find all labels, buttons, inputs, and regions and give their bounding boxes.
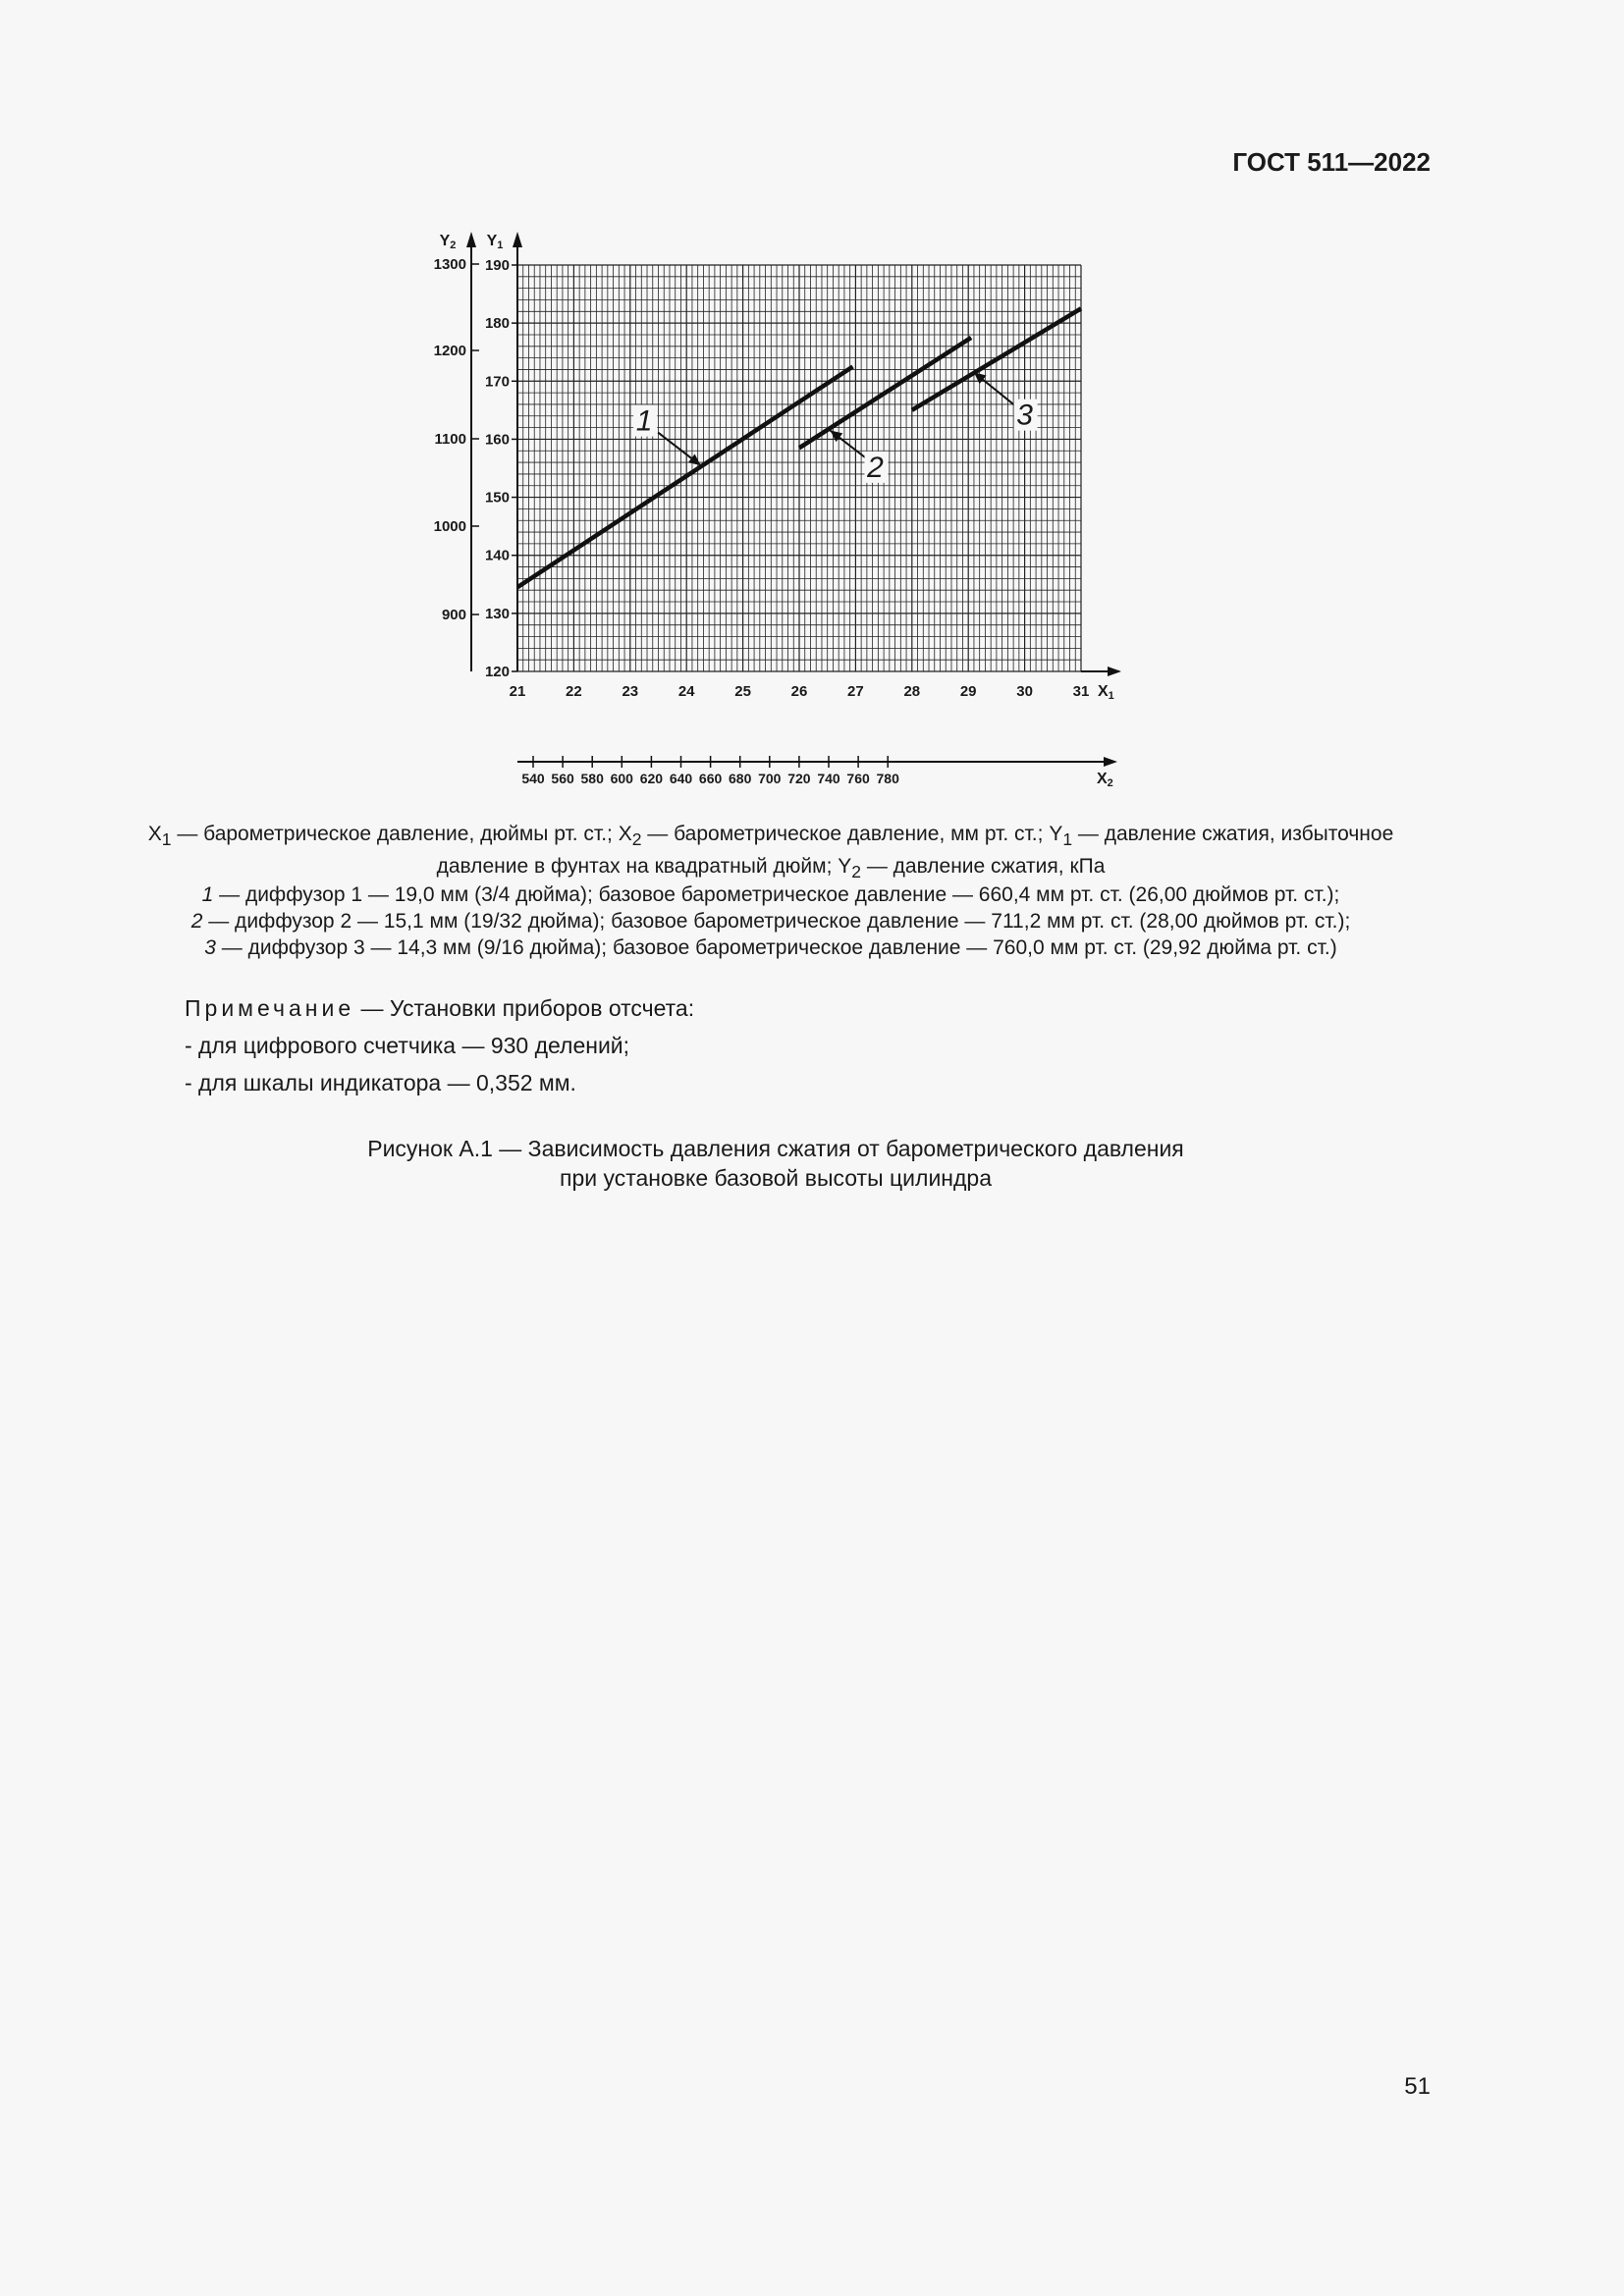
- curve-description: — диффузор 3 — 14,3 мм (9/16 дюйма); базовое барометрическое давление — 760,0 мм рт. ст. (29,92 дюйма рт. ст.): [215, 936, 1337, 959]
- y1-axis-label: Y1: [486, 233, 504, 251]
- series-label: 1: [635, 404, 653, 438]
- curve-description: — диффузор 2 — 15,1 мм (19/32 дюйма); базовое барометрическое давление — 711,2 мм рт. ст. (28,00 дюймов рт. ст.);: [202, 910, 1351, 933]
- x2-subscript: 2: [631, 829, 642, 850]
- x1-tick-label: 27: [847, 683, 864, 700]
- y1-subscript: 1: [1062, 829, 1073, 850]
- y2-symbol: Y: [838, 855, 852, 879]
- y1-description-cont: давление в фунтах на квадратный дюйм;: [436, 855, 839, 879]
- y1-tick-label: 130: [484, 605, 510, 622]
- note-block: [185, 989, 694, 1101]
- curve-number: 3: [204, 936, 216, 959]
- x2-tick-label: 760: [846, 771, 870, 786]
- x2-tick-label: 560: [551, 771, 574, 786]
- x2-axis-subscript: 2: [1107, 777, 1113, 789]
- x1-tick-label: 21: [509, 683, 526, 700]
- y1-symbol: Y: [1049, 823, 1063, 845]
- y1-axis-subscript: 1: [497, 240, 504, 251]
- x2-tick-label: 640: [669, 771, 693, 786]
- curve-number: 1: [201, 883, 214, 906]
- x1-axis-arrow: [1108, 667, 1121, 676]
- series-label: 3: [1016, 399, 1033, 432]
- pressure-chart: [0, 0, 1624, 815]
- y2-tick-label: 1200: [433, 343, 466, 359]
- y1-tick-label: 180: [484, 315, 510, 333]
- series-pointer-arrow: [831, 431, 843, 443]
- y1-tick-label: 190: [484, 257, 510, 274]
- x2-tick-label: 780: [876, 771, 899, 786]
- x2-tick-label: 660: [698, 771, 723, 786]
- x1-tick-label: 29: [959, 683, 977, 700]
- curve-legend-item: [108, 934, 1434, 961]
- y1-description: — давление сжатия, избыточное: [1072, 823, 1394, 845]
- note-item: - для шкалы индикатора — 0,352 мм.: [185, 1070, 576, 1095]
- page-number: 51: [1404, 2073, 1431, 2100]
- curve-legend: [108, 881, 1434, 961]
- y1-tick-label: 120: [484, 664, 510, 680]
- chart-axes: [434, 232, 1121, 789]
- series-pointer-arrow: [688, 454, 701, 465]
- x2-tick-label: 680: [729, 771, 752, 786]
- x1-tick-label: 22: [566, 683, 582, 700]
- y2-axis-arrow: [466, 232, 476, 247]
- note-intro-text: Установки приборов отсчета:: [389, 995, 695, 1021]
- y1-tick-label: 170: [484, 373, 510, 391]
- chart-grid: [517, 265, 1081, 671]
- standard-code: ГОСТ 511—2022: [1232, 147, 1431, 177]
- y2-tick-label: 1300: [433, 256, 466, 273]
- caption-line: при установке базовой высоты цилиндра: [560, 1165, 992, 1191]
- note-item: - для цифрового счетчика — 930 делений;: [185, 1033, 630, 1058]
- y2-axis-subscript: 2: [450, 240, 457, 251]
- x2-axis-label: X2: [1097, 771, 1113, 789]
- x1-axis-label: X1: [1098, 683, 1114, 702]
- axes-legend: [108, 821, 1434, 885]
- curve-description: — диффузор 1 — 19,0 мм (3/4 дюйма); базовое барометрическое давление — 660,4 мм рт. ст. (26,00 дюймов рт. ст.);: [213, 883, 1340, 906]
- x2-tick-label: 540: [521, 771, 545, 786]
- x1-axis-subscript: 1: [1108, 690, 1114, 702]
- x2-tick-label: 620: [639, 771, 664, 786]
- x1-description: — барометрическое давление, дюймы рт. ст.;: [171, 823, 619, 845]
- x2-symbol: X: [618, 823, 632, 845]
- x1-tick-label: 25: [734, 683, 751, 700]
- y2-axis-label: Y2: [439, 233, 457, 251]
- x1-tick-label: 26: [790, 683, 808, 700]
- curve-number: 2: [190, 910, 203, 933]
- y2-tick-label: 1000: [433, 518, 466, 535]
- note-intro: [185, 989, 694, 1027]
- axes-description-line1: [108, 821, 1434, 853]
- x2-tick-label: 700: [758, 771, 782, 786]
- x2-description: — барометрическое давление, мм рт. ст.;: [641, 823, 1050, 845]
- x1-tick-label: 31: [1072, 683, 1090, 700]
- series-line: [517, 367, 853, 588]
- note-dash: —: [354, 995, 390, 1021]
- y2-subscript: 2: [851, 862, 861, 882]
- x1-symbol: X: [147, 823, 162, 845]
- y2-tick-label: 1100: [434, 431, 466, 448]
- figure-caption: [157, 1134, 1394, 1193]
- x2-axis-arrow: [1104, 757, 1117, 767]
- x1-tick-label: 30: [1016, 683, 1033, 700]
- x2-tick-label: 720: [787, 771, 811, 786]
- caption-line: Рисунок А.1 — Зависимость давления сжатия от барометрического давления: [367, 1136, 1184, 1161]
- x1-subscript: 1: [161, 829, 172, 850]
- x2-tick-label: 740: [817, 771, 840, 786]
- y2-description: — давление сжатия, кПа: [861, 855, 1106, 879]
- y2-tick-label: 900: [441, 607, 466, 623]
- series-label: 2: [867, 451, 884, 484]
- x2-tick-label: 580: [580, 771, 604, 786]
- note-label: Примечание: [185, 995, 355, 1021]
- y1-axis-arrow: [513, 232, 522, 247]
- x1-tick-label: 24: [677, 683, 695, 700]
- y1-tick-label: 140: [484, 547, 510, 564]
- x2-tick-label: 600: [610, 771, 633, 786]
- y1-tick-label: 160: [484, 431, 510, 449]
- x1-tick-label: 28: [903, 683, 921, 700]
- x1-tick-label: 23: [622, 683, 639, 700]
- curve-legend-item: [108, 881, 1434, 908]
- y1-tick-label: 150: [484, 489, 510, 507]
- curve-legend-item: [108, 908, 1434, 934]
